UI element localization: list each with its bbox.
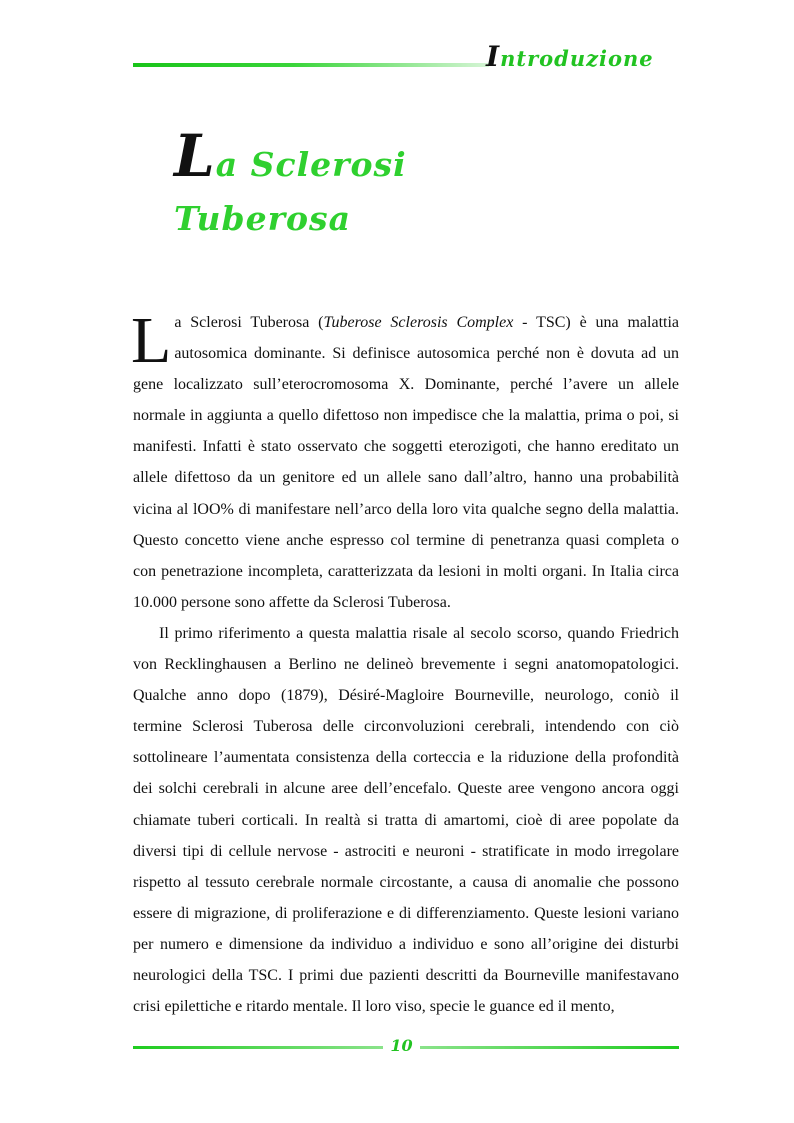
chapter-title [174,122,407,247]
header-rule [133,63,489,67]
running-head [486,40,654,73]
chapter-title-line2: Tuberosa [174,199,351,238]
paragraph-1-italic: Tuberose Sclerosis Complex [323,314,514,331]
chapter-title-line1 [174,122,407,193]
page-number: 10 [390,1036,413,1055]
paragraph-1 [131,304,680,618]
body-text [131,304,680,1022]
paragraph-2: Il primo riferimento a questa malattia risale al secolo scorso, quando Friedrich von Recklinghausen a Berlino ne delineò brevemente i segni anatomopatologici. Qualche anno dopo (1879), Désiré-Magloire Bourneville, neurologo, coniò il termine Sclerosi Tuberosa delle circonvoluzioni cerebrali, intendendo con ciò sottolineare l’aumentata consistenza della corteccia e la riduzione della profondità dei solchi cerebrali in alcune aree dell’encefalo. Queste aree vengono ancora oggi chiamate tuberi corticali. In realtà si tratta di amartomi, cioè di aree popolate da diversi tipi di cellule nervose - astrociti e neuroni - stratificate in modo irregolare rispetto al tessuto cerebrale normale circostante, a causa di anomalie che possono essere di migrazione, di proliferazione e di differenziamento. Queste lesioni variano per numero e dimensione da individuo a individuo e sono all’origine dei disturbi neurologici della TSC. I primi due pazienti descritti da Bourneville manifestavano crisi epilettiche e ritardo mentale. Il loro viso, specie le guance ed il mento, [133,624,679,1016]
footer-rule-right [420,1046,679,1049]
running-head-text: ntroduzione [500,46,654,71]
chapter-title-initial: L [174,122,216,190]
running-head-initial: I [486,40,501,73]
paragraph-1-start: a Sclerosi Tuberosa ( [174,314,324,331]
paragraph-1-rest: - TSC) è una malattia autosomica dominante. Si definisce autosomica perché non è dovuta ad un gene localizzato sull’eterocromosoma X. Dominante, perché l’avere un allele normale in aggiunta a quello difettoso non impedisce che la malattia, prima o poi, si manifesti. Infatti è stato osservato che soggetti eterozigoti, che hanno ereditato un allele difettoso da un genitore ed un allele sano dall’altro, hanno una probabilità vicina al lOO% di manifestare nell’arco della loro vita qualche segno della malattia. Questo concetto viene anche espresso col termine di penetranza quasi completa o con penetrazione incompleta, caratterizzata da lesioni in molti organi. In Italia circa 10.000 persone sono affette da Sclerosi Tuberosa. [133,314,680,611]
footer-rule-left [133,1046,383,1049]
drop-cap: L [131,304,172,377]
chapter-title-line1-text: a Sclerosi [215,145,407,184]
